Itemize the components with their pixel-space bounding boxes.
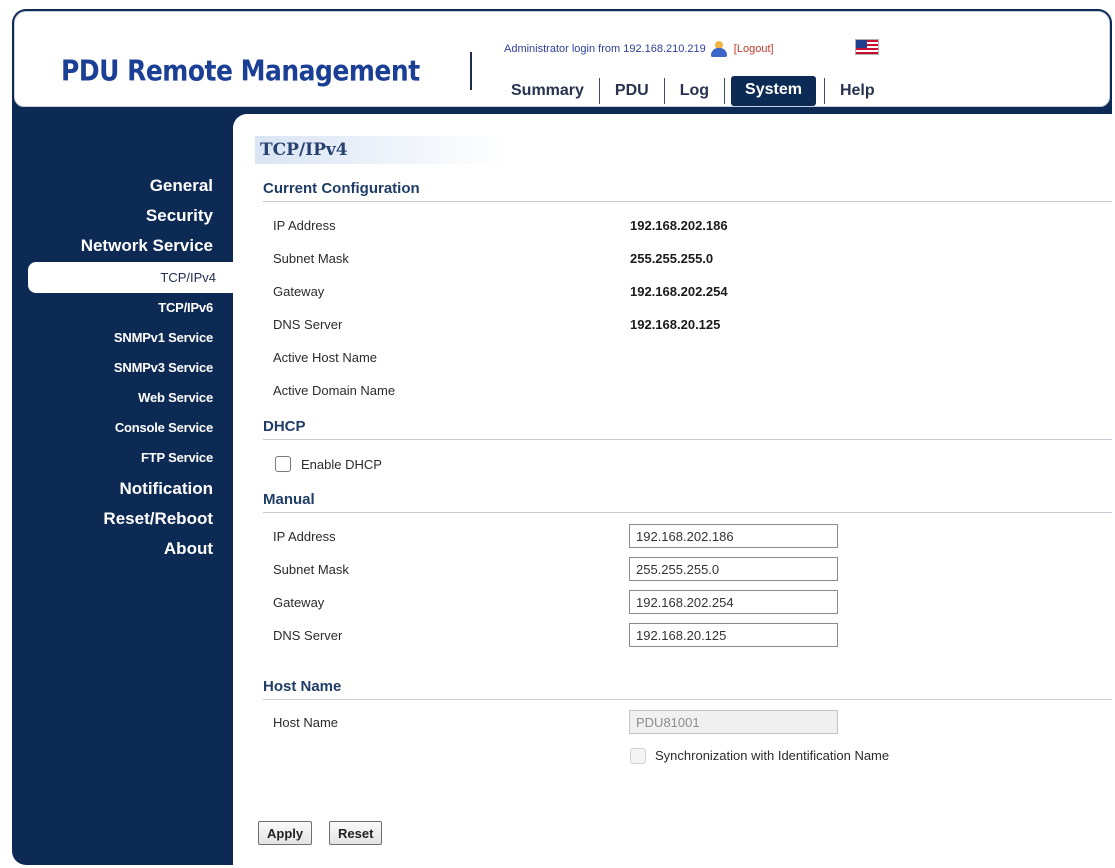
reset-button[interactable]: Reset <box>329 821 382 845</box>
sidebar-item-notification[interactable]: Notification <box>119 479 213 498</box>
login-status <box>504 41 774 57</box>
host-name-input[interactable] <box>629 710 838 734</box>
nav-log[interactable]: Log <box>679 82 710 99</box>
current-mask-value: 255.255.255.0 <box>630 251 714 266</box>
user-icon <box>709 41 729 57</box>
sidebar-item-security[interactable]: Security <box>145 206 213 225</box>
section-current-configuration: Current Configuration <box>263 180 1112 202</box>
sidebar-item-label: TCP/IPv4 <box>160 270 216 285</box>
sidebar-item-tcp-ipv4[interactable] <box>28 262 233 293</box>
apply-button[interactable]: Apply <box>258 821 312 845</box>
manual-ip-label: IP Address <box>273 529 336 544</box>
logout-link[interactable]: [Logout] <box>733 43 774 55</box>
manual-gateway-label: Gateway <box>273 595 325 610</box>
sidebar-item-network-service[interactable]: Network Service <box>80 236 213 255</box>
header <box>14 11 1110 107</box>
nav-separator <box>824 78 825 104</box>
host-name-label: Host Name <box>273 715 339 730</box>
current-dns-label: DNS Server <box>273 317 343 332</box>
sidebar <box>12 120 233 860</box>
sync-identification-label: Synchronization with Identification Name <box>655 748 890 763</box>
manual-gateway-input[interactable] <box>629 590 838 614</box>
nav-summary[interactable]: Summary <box>511 82 584 99</box>
nav-separator <box>724 78 725 104</box>
sidebar-item-tcp-ipv6[interactable]: TCP/IPv6 <box>158 300 213 315</box>
main-content <box>233 114 1112 865</box>
manual-mask-label: Subnet Mask <box>273 562 349 577</box>
section-host-name: Host Name <box>263 678 1112 700</box>
current-gateway-label: Gateway <box>273 284 325 299</box>
page-title: TCP/IPv4 <box>255 136 505 164</box>
active-domain-name-label: Active Domain Name <box>273 383 396 398</box>
nav-separator <box>664 78 665 104</box>
sidebar-item-web-service[interactable]: Web Service <box>138 390 213 405</box>
section-manual: Manual <box>263 491 1112 513</box>
current-ip-value: 192.168.202.186 <box>630 218 728 233</box>
top-nav <box>511 76 875 106</box>
manual-ip-input[interactable] <box>629 524 838 548</box>
sidebar-item-snmpv3[interactable]: SNMPv3 Service <box>113 360 213 375</box>
sidebar-item-general[interactable]: General <box>149 176 213 195</box>
enable-dhcp-label: Enable DHCP <box>301 457 382 472</box>
section-dhcp: DHCP <box>263 418 1112 440</box>
current-dns-value: 192.168.20.125 <box>630 317 721 332</box>
us-flag-icon[interactable] <box>855 39 879 55</box>
header-divider <box>470 52 472 90</box>
login-text: Administrator login from 192.168.210.219 <box>504 43 706 55</box>
nav-help[interactable]: Help <box>839 82 875 99</box>
manual-dns-label: DNS Server <box>273 628 343 643</box>
sidebar-item-ftp-service[interactable]: FTP Service <box>141 450 213 465</box>
current-gateway-value: 192.168.202.254 <box>630 284 728 299</box>
sidebar-item-reset-reboot[interactable]: Reset/Reboot <box>103 509 213 528</box>
manual-dns-input[interactable] <box>629 623 838 647</box>
nav-pdu[interactable]: PDU <box>614 82 649 99</box>
sidebar-item-about[interactable]: About <box>163 539 213 558</box>
nav-separator <box>599 78 600 104</box>
current-ip-label: IP Address <box>273 218 336 233</box>
nav-system[interactable]: System <box>731 76 816 106</box>
sidebar-item-snmpv1[interactable]: SNMPv1 Service <box>113 330 213 345</box>
brand-logo: PDU Remote Management <box>61 53 420 88</box>
sidebar-item-console-service[interactable]: Console Service <box>114 420 213 435</box>
active-host-name-label: Active Host Name <box>273 350 378 365</box>
manual-mask-input[interactable] <box>629 557 838 581</box>
current-mask-label: Subnet Mask <box>273 251 349 266</box>
enable-dhcp-checkbox[interactable] <box>275 456 291 472</box>
sync-identification-checkbox[interactable] <box>630 748 646 764</box>
